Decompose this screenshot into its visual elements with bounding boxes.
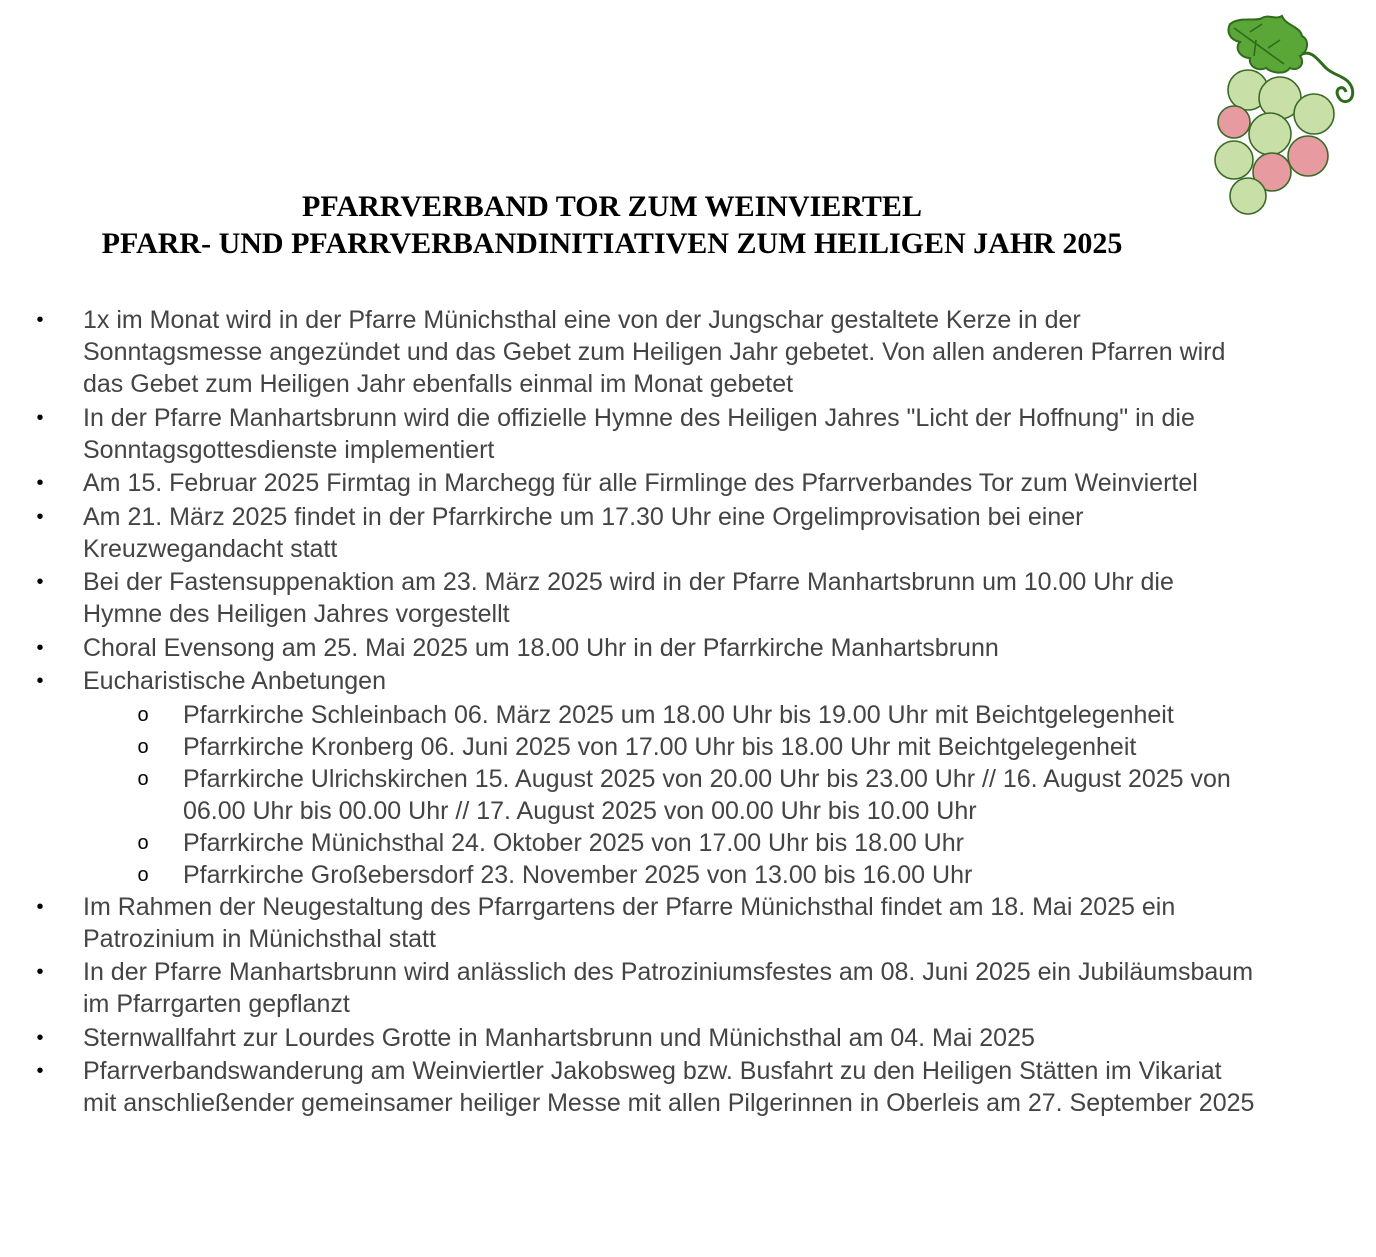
sub-list-item [0, 859, 1376, 891]
grape-circle [1288, 136, 1328, 176]
bullet-icon: • [36, 1026, 44, 1049]
sub-list-item-text: Pfarrkirche Münichsthal 24. Oktober 2025 von 17.00 Uhr bis 18.00 Uhr [183, 828, 964, 857]
list-item [0, 566, 1376, 630]
list-item-text: Am 15. Februar 2025 Firmtag in Marchegg für alle Firmlinge des Pfarrverbandes Tor zum Weinviertel [83, 469, 1198, 497]
bullet-icon: • [36, 571, 44, 593]
title-line-2: PFARR- UND PFARRVERBANDINITIATIVEN ZUM HEILIGEN JAHR 2025 [101, 227, 1123, 260]
title-line-1: PFARRVERBAND TOR ZUM WEINVIERTEL [302, 190, 922, 223]
circle-bullet-icon: o [137, 767, 149, 790]
list-item-text: In der Pfarre Manhartsbrunn wird anlässlich des Patroziniumsfestes am 08. Juni 2025 ein Jubiläumsbaum im Pfarrgarten gepflanzt [83, 958, 1254, 1018]
leaf-icon [1228, 16, 1307, 73]
list-item [0, 304, 1376, 400]
bullet-icon: • [36, 670, 44, 692]
list-item [0, 1022, 1376, 1054]
list-item [0, 402, 1376, 466]
list-item [0, 665, 1376, 697]
grape-circle [1218, 106, 1250, 138]
sub-list-item [0, 827, 1376, 859]
bullet-icon: • [36, 309, 44, 331]
bullet-icon: • [36, 472, 44, 494]
list-item [0, 956, 1376, 1020]
circle-bullet-icon: o [137, 863, 149, 886]
circle-bullet-icon: o [137, 703, 149, 726]
list-item-text: Pfarrverbandswanderung am Weinviertler Jakobsweg bzw. Busfahrt zu den Heiligen Stätten im Vikariat mit anschließender gemeinsamer heiliger Messe mit allen Pilgerinnen in Oberleis am 27. September 2025 [83, 1057, 1255, 1117]
list-item-text: Choral Evensong am 25. Mai 2025 um 18.00 Uhr in der Pfarrkirche Manhartsbrunn [83, 633, 999, 662]
sub-list-item-text: Pfarrkirche Schleinbach 06. März 2025 um 18.00 Uhr bis 19.00 Uhr mit Beichtgelegenheit [183, 700, 1174, 729]
list-item [0, 1055, 1376, 1119]
bullet-icon: • [36, 505, 44, 528]
sub-list-item [0, 731, 1376, 763]
grape-logo [1210, 10, 1370, 220]
sub-list-item-text: Pfarrkirche Großebersdorf 23. November 2025 von 13.00 bis 16.00 Uhr [183, 860, 973, 889]
list-item [0, 467, 1376, 499]
bullet-icon: • [36, 895, 44, 918]
list-item-text: Sternwallfahrt zur Lourdes Grotte in Manhartsbrunn und Münichsthal am 04. Mai 2025 [83, 1023, 1035, 1052]
bullet-icon: • [36, 1060, 44, 1082]
sub-list-item [0, 763, 1376, 827]
circle-bullet-icon: o [137, 831, 149, 854]
grape-circle [1294, 94, 1334, 134]
grape-circle [1249, 113, 1291, 155]
list-item [0, 501, 1376, 565]
document-title [0, 188, 1224, 262]
list-item-text: 1x im Monat wird in der Pfarre Münichsthal eine von der Jungschar gestaltete Kerze in der Sonntagsmesse angezündet und das Gebet zum Heiligen Jahr gebetet. Von allen anderen Pfarren wird das Gebet zum Heiligen Jahr ebenfalls einmal im Monat gebetet [83, 306, 1226, 398]
list-item-text: In der Pfarre Manhartsbrunn wird die offizielle Hymne des Heiligen Jahres "Licht der Hoffnung" in die Sonntagsgottesdienste implementiert [83, 403, 1195, 464]
list-item [0, 632, 1376, 664]
list-item-text: Am 21. März 2025 findet in der Pfarrkirche um 17.30 Uhr eine Orgelimprovisation bei einer Kreuzwegandacht statt [83, 502, 1084, 563]
list-item-text: Im Rahmen der Neugestaltung des Pfarrgartens der Pfarre Münichsthal findet am 18. Mai 2025 ein Patrozinium in Münichsthal statt [83, 892, 1176, 953]
sub-list-item-text: Pfarrkirche Ulrichskirchen 15. August 2025 von 20.00 Uhr bis 23.00 Uhr // 16. August 2025 von 06.00 Uhr bis 00.00 Uhr // 17. August 2025 von 00.00 Uhr bis 10.00 Uhr [183, 764, 1231, 825]
circle-bullet-icon: o [137, 735, 149, 758]
bullet-icon: • [36, 636, 44, 659]
list-item-text: Bei der Fastensuppenaktion am 23. März 2025 wird in der Pfarre Manhartsbrunn um 10.00 Uhr die Hymne des Heiligen Jahres vorgestellt [83, 568, 1174, 628]
list-item [0, 891, 1376, 955]
list-item-text: Eucharistische Anbetungen [83, 667, 386, 695]
grape-circle [1230, 178, 1266, 214]
grape-circle [1215, 141, 1253, 179]
sub-list-item-text: Pfarrkirche Kronberg 06. Juni 2025 von 17.00 Uhr bis 18.00 Uhr mit Beichtgelegenheit [183, 732, 1137, 761]
sub-list-item [0, 699, 1376, 731]
bullet-icon: • [36, 961, 44, 983]
bullet-icon: • [36, 406, 44, 429]
initiatives-list [0, 304, 1376, 1121]
